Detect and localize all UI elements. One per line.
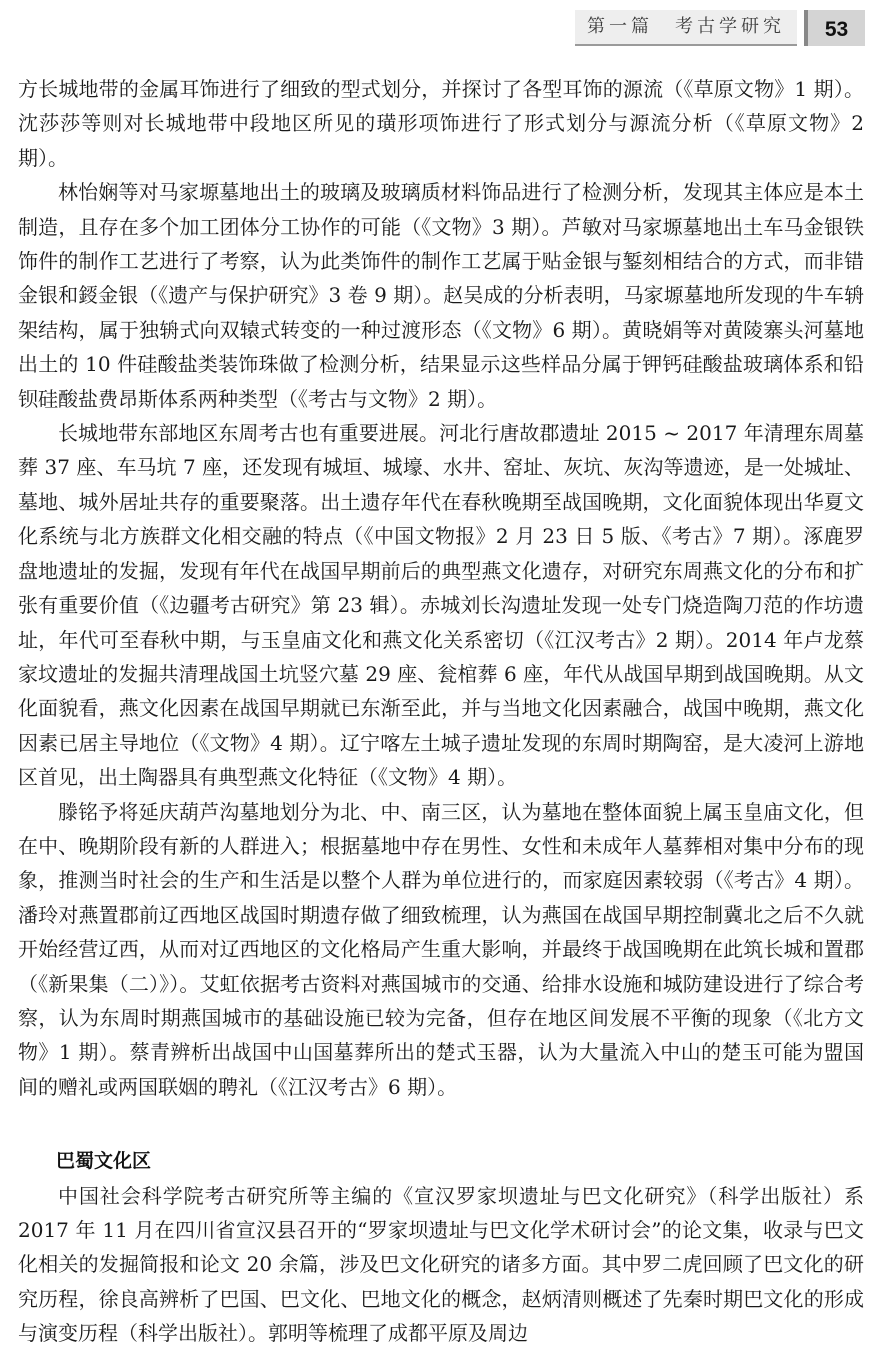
running-header — [575, 10, 865, 46]
body-text — [18, 72, 864, 1351]
paragraph: 中国社会科学院考古研究所等主编的《宣汉罗家坝遗址与巴文化研究》（科学出版社）系 2017 年 11 月在四川省宣汉县召开的“罗家坝遗址与巴文化学术研讨会”的论文集，收录与巴文化相关的发掘简报和论文 20 余篇，涉及巴文化研究的诸多方面。其中罗二虎回顾了巴文化的研究历程，徐良高辨析了巴国、巴文化、巴地文化的概念，赵炳清则概述了先秦时期巴文化的形成与演变历程（科学出版社）。郭明等梳理了成都平原及周边 — [18, 1183, 864, 1346]
paragraph: 滕铭予将延庆葫芦沟墓地划分为北、中、南三区，认为墓地在整体面貌上属玉皇庙文化，但在中、晚期阶段有新的人群进入；根据墓地中存在男性、女性和未成年人墓葬相对集中分布的现象，推测当时社会的生产和生活是以整个人群为单位进行的，而家庭因素较弱（《考古》4 期）。潘玲对燕置郡前辽西地区战国时期遗存做了细致梳理，认为燕国在战国早期控制冀北之后不久就开始经营辽西，从而对辽西地区的文化格局产生重大影响，并最终于战国晚期在此筑长城和置郡（《新果集（二）》）。艾虹依据考古资料对燕国城市的交通、给排水设施和城防建设进行了综合考察，认为东周时期燕国城市的基础设施已较为完备，但存在地区间发展不平衡的现象（《北方文物》1 期）。蔡青辨析出战国中山国墓葬所出的楚式玉器，认为大量流入中山的楚玉可能为盟国间的赠礼或两国联姻的聘礼（《江汉考古》6 期）。 — [18, 799, 864, 1099]
page-number: 53 — [804, 10, 865, 46]
section-heading: 巴蜀文化区 — [56, 1150, 152, 1173]
paragraph: 林怡娴等对马家塬墓地出土的玻璃及玻璃质材料饰品进行了检测分析，发现其主体应是本土制造，且存在多个加工团体分工协作的可能（《文物》3 期）。芦敏对马家塬墓地出土车马金银铁饰件的制作工艺进行了考察，认为此类饰件的制作工艺属于贴金银与錾刻相结合的方式，而非错金银和鋄金银（《遗产与保护研究》3 卷 9 期）。赵吴成的分析表明，马家塬墓地所发现的牛车辀架结构，属于独辀式向双辕式转变的一种过渡形态（《文物》6 期）。黄晓娟等对黄陵寨头河墓地出土的 10 件硅酸盐类装饰珠做了检测分析，结果显示这些样品分属于钾钙硅酸盐玻璃体系和铅钡硅酸盐费昂斯体系两种类型（《考古与文物》2 期）。 — [18, 180, 864, 411]
section-title-header: 第一篇 考古学研究 — [575, 10, 797, 46]
paragraph: 长城地带东部地区东周考古也有重要进展。河北行唐故郡遗址 2015 ~ 2017 年清理东周墓葬 37 座、车马坑 7 座，还发现有城垣、城壕、水井、窑址、灰坑、灰沟等遗迹，是一处城址、墓地、城外居址共存的重要聚落。出土遗存年代在春秋晚期至战国晚期，文化面貌体现出华夏文化系统与北方族群文化相交融的特点（《中国文物报》2 月 23 日 5 版、《考古》7 期）。涿鹿罗盘地遗址的发掘，发现有年代在战国早期前后的典型燕文化遗存，对研究东周燕文化的分布和扩张有重要价值（《边疆考古研究》第 23 辑）。赤城刘长沟遗址发现一处专门烧造陶刀范的作坊遗址，年代可至春秋中期，与玉皇庙文化和燕文化关系密切（《江汉考古》2 期）。2014 年卢龙蔡家坟遗址的发掘共清理战国土坑竖穴墓 29 座、瓮棺葬 6 座，年代从战国早期到战国晚期。从文化面貌看，燕文化因素在战国早期就已东渐至此，并与当地文化因素融合，战国中晚期，燕文化因素已居主导地位（《文物》4 期）。辽宁喀左土城子遗址发现的东周时期陶窑，是大凌河上游地区首见，出土陶器具有典型燕文化特征（《文物》4 期）。 — [18, 421, 864, 790]
section-spacer — [18, 1104, 864, 1144]
paragraph: 方长城地带的金属耳饰进行了细致的型式划分，并探讨了各型耳饰的源流（《草原文物》1 期）。沈莎莎等则对长城地带中段地区所见的璜形项饰进行了形式划分与源流分析（《草原文物》2 期）。 — [18, 77, 864, 170]
